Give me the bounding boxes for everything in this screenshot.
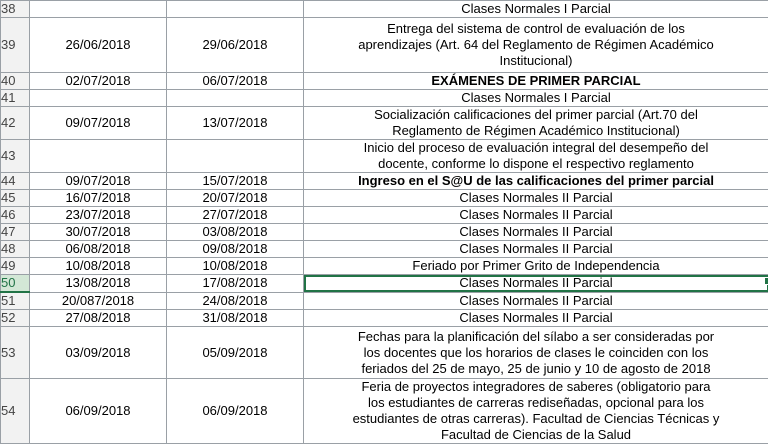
description-line: Clases Normales II Parcial: [304, 224, 768, 240]
start-date-cell[interactable]: 06/09/2018: [30, 379, 167, 444]
row-header[interactable]: 41: [1, 90, 30, 107]
start-date-cell[interactable]: [30, 1, 167, 18]
table-row: [1, 140, 768, 173]
end-date-cell[interactable]: 15/07/2018: [167, 173, 304, 190]
description-cell[interactable]: [304, 207, 768, 224]
start-date-cell[interactable]: 02/07/2018: [30, 73, 167, 90]
description-cell[interactable]: [304, 224, 768, 241]
description-line: Inicio del proceso de evaluación integral del desempeño del: [304, 140, 768, 156]
grid-body: [1, 1, 768, 444]
start-date-cell[interactable]: [30, 140, 167, 173]
table-row: [1, 224, 768, 241]
start-date-cell[interactable]: 03/09/2018: [30, 327, 167, 379]
end-date-cell[interactable]: 24/08/2018: [167, 292, 304, 310]
row-header[interactable]: 52: [1, 310, 30, 327]
table-row: [1, 275, 768, 293]
table-row: [1, 241, 768, 258]
start-date-cell[interactable]: 13/08/2018: [30, 275, 167, 293]
start-date-cell[interactable]: 06/08/2018: [30, 241, 167, 258]
table-row: [1, 90, 768, 107]
description-cell[interactable]: [304, 327, 768, 379]
row-header[interactable]: 53: [1, 327, 30, 379]
description-cell[interactable]: [304, 1, 768, 18]
description-line: Clases Normales II Parcial: [304, 241, 768, 257]
table-row: [1, 1, 768, 18]
description-line: Feria de proyectos integradores de saberes (obligatorio para: [304, 379, 768, 395]
row-header[interactable]: 48: [1, 241, 30, 258]
table-row: [1, 107, 768, 140]
end-date-cell[interactable]: 29/06/2018: [167, 18, 304, 73]
description-cell[interactable]: [304, 18, 768, 73]
row-header[interactable]: 46: [1, 207, 30, 224]
description-line: Facultad de Ciencias de la Salud: [304, 427, 768, 443]
description-cell[interactable]: [304, 73, 768, 90]
end-date-cell[interactable]: 20/07/2018: [167, 190, 304, 207]
description-line: Institucional): [304, 53, 768, 69]
description-line: Clases Normales II Parcial: [304, 293, 768, 309]
start-date-cell[interactable]: 09/07/2018: [30, 107, 167, 140]
row-header[interactable]: 47: [1, 224, 30, 241]
row-header[interactable]: 40: [1, 73, 30, 90]
row-header[interactable]: 51: [1, 292, 30, 310]
start-date-cell[interactable]: 27/08/2018: [30, 310, 167, 327]
table-row: [1, 207, 768, 224]
row-header[interactable]: 42: [1, 107, 30, 140]
end-date-cell[interactable]: 13/07/2018: [167, 107, 304, 140]
description-cell[interactable]: [304, 310, 768, 327]
description-line: Fechas para la planificación del sílabo a ser consideradas por: [304, 329, 768, 345]
start-date-cell[interactable]: 10/08/2018: [30, 258, 167, 275]
end-date-cell[interactable]: 05/09/2018: [167, 327, 304, 379]
description-cell[interactable]: [304, 107, 768, 140]
description-line: EXÁMENES DE PRIMER PARCIAL: [304, 73, 768, 89]
row-header[interactable]: 54: [1, 379, 30, 444]
end-date-cell[interactable]: [167, 140, 304, 173]
description-cell[interactable]: [304, 379, 768, 444]
description-line: los docentes que los horarios de clases le coinciden con los: [304, 345, 768, 361]
start-date-cell[interactable]: 20/087/2018: [30, 292, 167, 310]
start-date-cell[interactable]: 26/06/2018: [30, 18, 167, 73]
table-row: [1, 190, 768, 207]
table-row: [1, 18, 768, 73]
end-date-cell[interactable]: 17/08/2018: [167, 275, 304, 293]
description-cell[interactable]: [304, 241, 768, 258]
description-line: Clases Normales I Parcial: [304, 90, 768, 106]
end-date-cell[interactable]: 31/08/2018: [167, 310, 304, 327]
description-line: Socialización calificaciones del primer parcial (Art.70 del: [304, 107, 768, 123]
start-date-cell[interactable]: 23/07/2018: [30, 207, 167, 224]
description-line: Clases Normales II Parcial: [304, 190, 768, 206]
end-date-cell[interactable]: 06/07/2018: [167, 73, 304, 90]
row-header[interactable]: 38: [1, 1, 30, 18]
table-row: [1, 379, 768, 444]
description-cell[interactable]: [304, 292, 768, 310]
fill-handle[interactable]: [764, 277, 768, 285]
description-line: estudiantes de otras carreras). Facultad de Ciencias Técnicas y: [304, 411, 768, 427]
row-header[interactable]: 39: [1, 18, 30, 73]
description-line: Entrega del sistema de control de evaluación de los: [304, 21, 768, 37]
table-row: [1, 73, 768, 90]
description-cell[interactable]: [304, 190, 768, 207]
row-header[interactable]: 49: [1, 258, 30, 275]
description-cell[interactable]: [304, 90, 768, 107]
table-row: [1, 327, 768, 379]
description-cell[interactable]: [304, 173, 768, 190]
description-line: Clases Normales I Parcial: [304, 1, 768, 17]
description-line: Ingreso en el S@U de las calificaciones del primer parcial: [304, 173, 768, 189]
table-row: [1, 292, 768, 310]
description-cell[interactable]: [304, 140, 768, 173]
description-cell[interactable]: [304, 258, 768, 275]
description-line: Clases Normales II Parcial: [304, 310, 768, 326]
start-date-cell[interactable]: 30/07/2018: [30, 224, 167, 241]
description-line: los estudiantes de carreras rediseñadas, opcional para los: [304, 395, 768, 411]
start-date-cell[interactable]: 09/07/2018: [30, 173, 167, 190]
end-date-cell[interactable]: 09/08/2018: [167, 241, 304, 258]
description-cell[interactable]: [304, 275, 768, 293]
end-date-cell[interactable]: [167, 1, 304, 18]
description-line: aprendizajes (Art. 64 del Reglamento de Régimen Académico: [304, 37, 768, 53]
table-row: [1, 310, 768, 327]
row-header[interactable]: 50: [1, 275, 30, 293]
end-date-cell[interactable]: 27/07/2018: [167, 207, 304, 224]
end-date-cell[interactable]: 03/08/2018: [167, 224, 304, 241]
description-line: Feriado por Primer Grito de Independencia: [304, 258, 768, 274]
row-header[interactable]: 44: [1, 173, 30, 190]
end-date-cell[interactable]: [167, 90, 304, 107]
start-date-cell[interactable]: 16/07/2018: [30, 190, 167, 207]
description-line: Clases Normales II Parcial: [304, 207, 768, 223]
row-header[interactable]: 45: [1, 190, 30, 207]
table-row: [1, 173, 768, 190]
start-date-cell[interactable]: [30, 90, 167, 107]
end-date-cell[interactable]: 06/09/2018: [167, 379, 304, 444]
description-line: docente, conforme lo dispone el respectivo reglamento: [304, 156, 768, 172]
description-line: feriados del 25 de mayo, 25 de junio y 10 de agosto de 2018: [304, 361, 768, 377]
description-line: Reglamento de Régimen Académico Institucional): [304, 123, 768, 139]
description-line: Clases Normales II Parcial: [304, 275, 768, 291]
end-date-cell[interactable]: 10/08/2018: [167, 258, 304, 275]
row-header[interactable]: 43: [1, 140, 30, 173]
table-row: [1, 258, 768, 275]
